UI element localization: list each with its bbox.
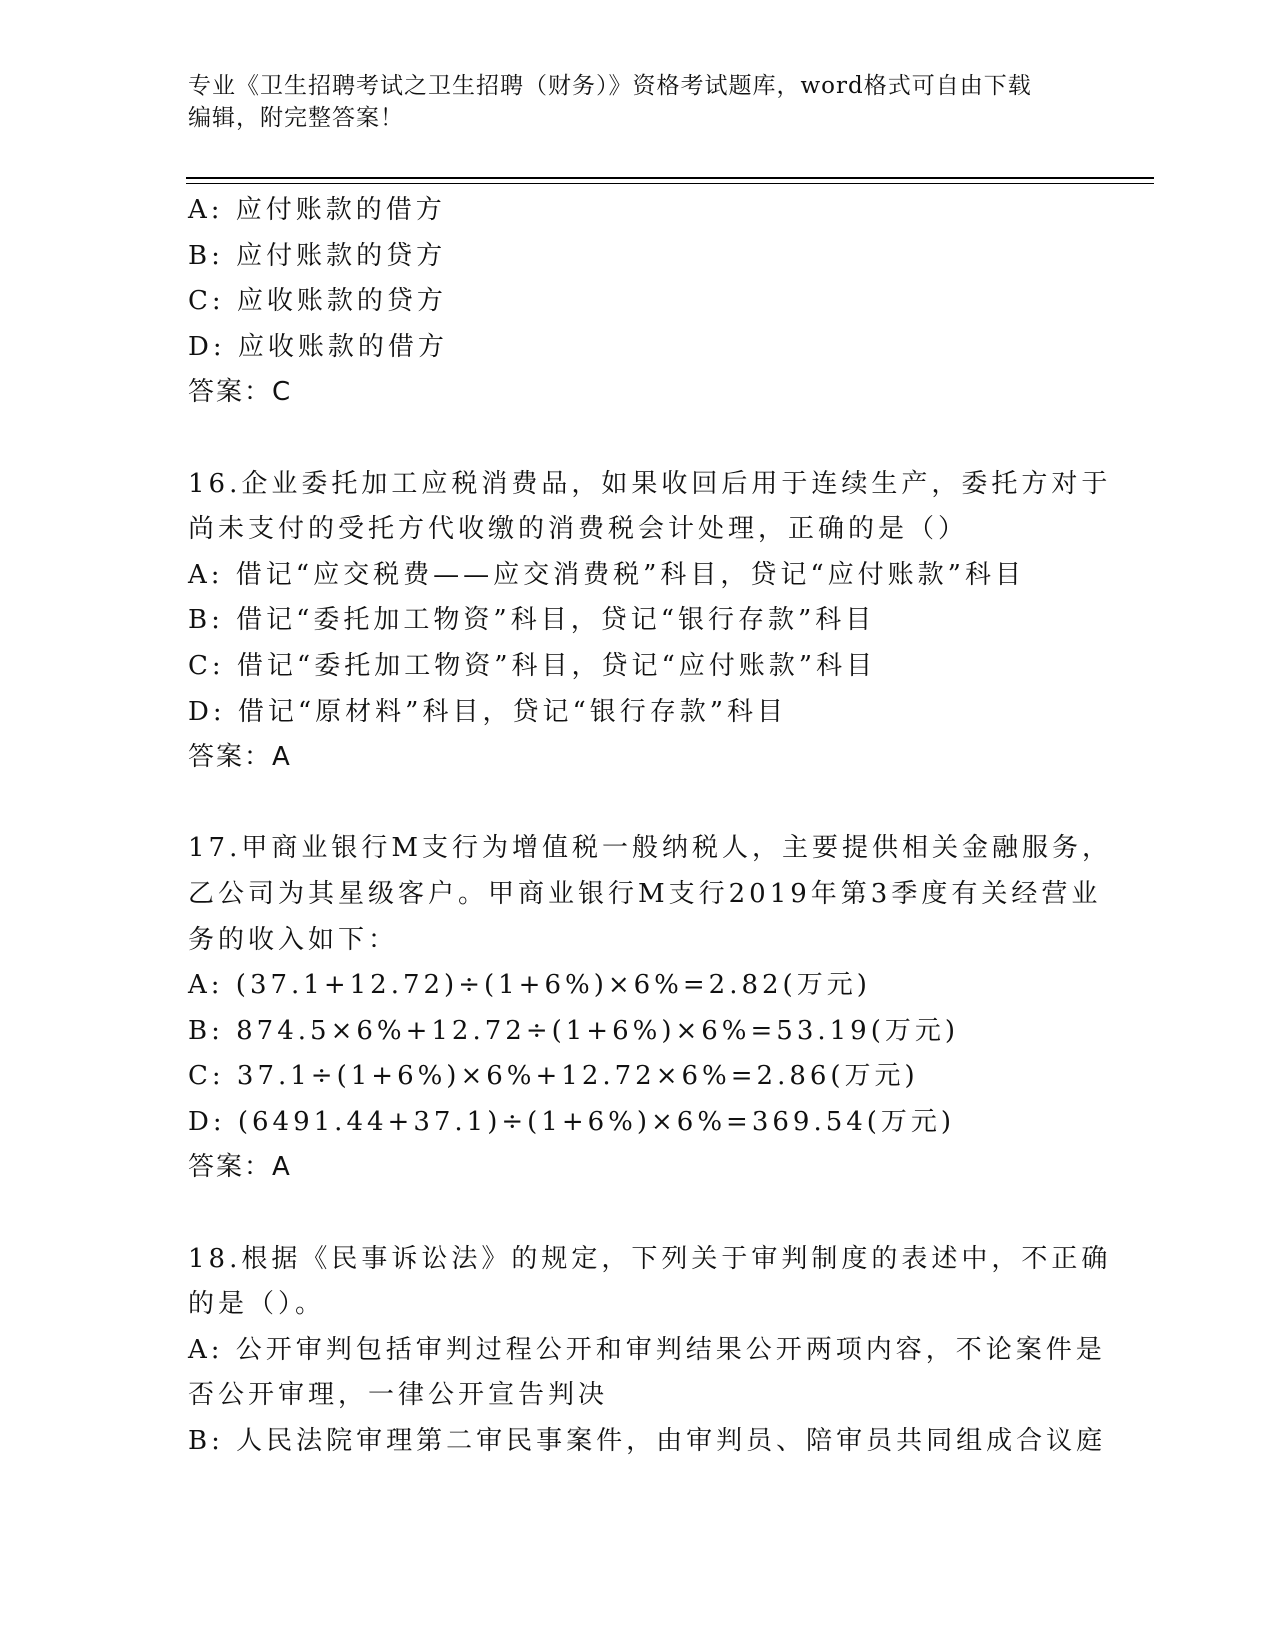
q18-stem-line-1: 18.根据《民事诉讼法》的规定，下列关于审判制度的表述中，不正确 xyxy=(188,1243,1112,1274)
q16-answer: 答案：A xyxy=(188,742,292,773)
q17-option-d: D: (6491.44+37.1)÷(1+6%)×6%=369.54(万元) xyxy=(188,1106,956,1137)
q17-stem-line-3: 务的收入如下： xyxy=(188,924,399,955)
q17-option-b: B: 874.5×6%+12.72÷(1+6%)×6%=53.19(万元) xyxy=(188,1015,959,1046)
document-header xyxy=(188,70,1088,134)
q15-option-b: B: 应付账款的贷方 xyxy=(188,240,447,271)
q17-stem-line-2: 乙公司为其星级客户。甲商业银行M支行2019年第3季度有关经营业 xyxy=(188,878,1102,909)
q15-answer: 答案：C xyxy=(188,377,293,408)
q18-stem-line-2: 的是（）。 xyxy=(188,1289,326,1320)
q16-stem-line-1: 16.企业委托加工应税消费品，如果收回后用于连续生产，委托方对于 xyxy=(188,468,1112,499)
question-15-block xyxy=(188,188,1088,416)
q16-stem-line-2: 尚未支付的受托方代收缴的消费税会计处理，正确的是（） xyxy=(188,514,969,545)
spacer xyxy=(188,781,1088,827)
spacer xyxy=(188,1191,1088,1237)
q16-option-a: A: 借记“应交税费——应交消费税”科目，贷记“应付账款”科目 xyxy=(188,559,1025,590)
q16-option-b: B: 借记“委托加工物资”科目，贷记“银行存款”科目 xyxy=(188,605,876,636)
q18-option-a-line-2: 否公开审理，一律公开宣告判决 xyxy=(188,1380,609,1411)
spacer xyxy=(188,416,1088,462)
q18-option-b: B: 人民法院审理第二审民事案件，由审判员、陪审员共同组成合议庭 xyxy=(188,1426,1107,1457)
header-rule-thick xyxy=(186,177,1154,179)
header-line-2: 编辑，附完整答案！ xyxy=(188,105,404,131)
header-rule-thin xyxy=(186,183,1154,184)
header-line-1: 专业《卫生招聘考试之卫生招聘（财务）》资格考试题库，word格式可自由下载 xyxy=(188,73,1032,99)
q17-option-c: C: 37.1÷(1+6%)×6%+12.72×6%=2.86(万元) xyxy=(188,1061,919,1092)
q16-option-c: C: 借记“委托加工物资”科目，贷记“应付账款”科目 xyxy=(188,650,877,681)
q17-option-a: A: (37.1+12.72)÷(1+6%)×6%=2.82(万元) xyxy=(188,970,871,1001)
question-18-block xyxy=(188,1237,1112,1465)
q15-option-d: D: 应收账款的借方 xyxy=(188,331,448,362)
q16-option-d: D: 借记“原材料”科目，贷记“银行存款”科目 xyxy=(188,696,788,727)
q18-option-a-line-1: A: 公开审判包括审判过程公开和审判结果公开两项内容，不论案件是 xyxy=(188,1334,1106,1365)
question-16-block xyxy=(188,462,1112,781)
q15-option-a: A: 应付账款的借方 xyxy=(188,195,446,225)
q17-stem-line-1: 17.甲商业银行M支行为增值税一般纳税人，主要提供相关金融服务， xyxy=(188,833,1112,864)
q15-option-c: C: 应收账款的贷方 xyxy=(188,286,447,317)
q17-answer: 答案：A xyxy=(188,1152,292,1183)
question-content xyxy=(188,188,1112,1465)
question-17-block xyxy=(188,826,1112,1191)
